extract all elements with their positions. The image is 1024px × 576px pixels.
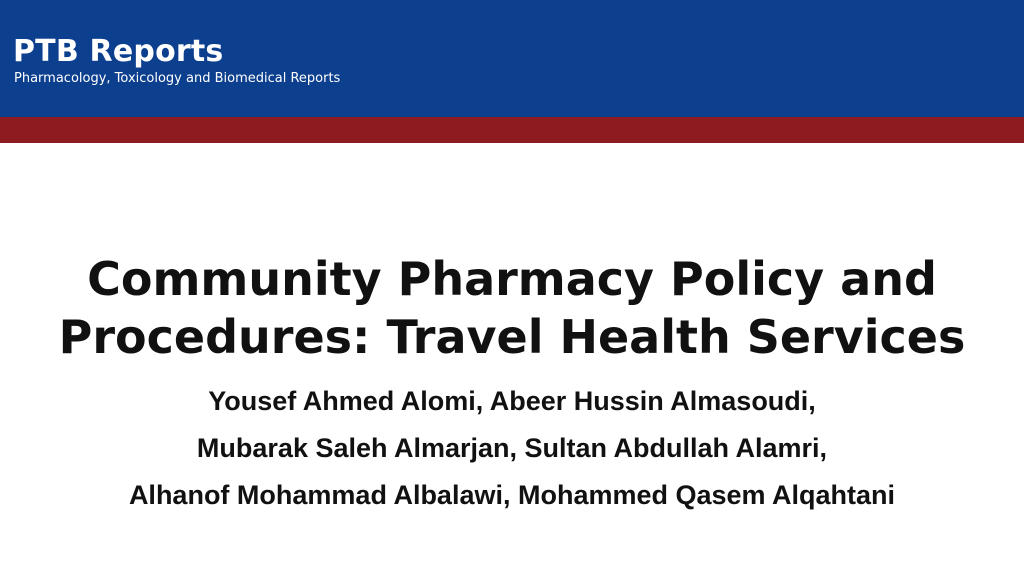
- author-list: [0, 378, 1024, 519]
- author-line: Yousef Ahmed Alomi, Abeer Hussin Almasoudi,: [208, 386, 816, 416]
- author-line: Mubarak Saleh Almarjan, Sultan Abdullah Alamri,: [196, 433, 828, 463]
- paper-title-line: Procedures: Travel Health Services: [58, 310, 966, 364]
- journal-subtitle: Pharmacology, Toxicology and Biomedical Reports: [14, 71, 341, 86]
- accent-stripe: [0, 117, 1024, 143]
- paper-title-line: Community Pharmacy Policy and: [87, 252, 937, 306]
- journal-header: [0, 0, 1024, 117]
- author-line: Alhanof Mohammad Albalawi, Mohammed Qasem Alqahtani: [128, 480, 896, 510]
- paper-title: [0, 250, 1024, 366]
- journal-title: PTB Reports: [13, 34, 224, 69]
